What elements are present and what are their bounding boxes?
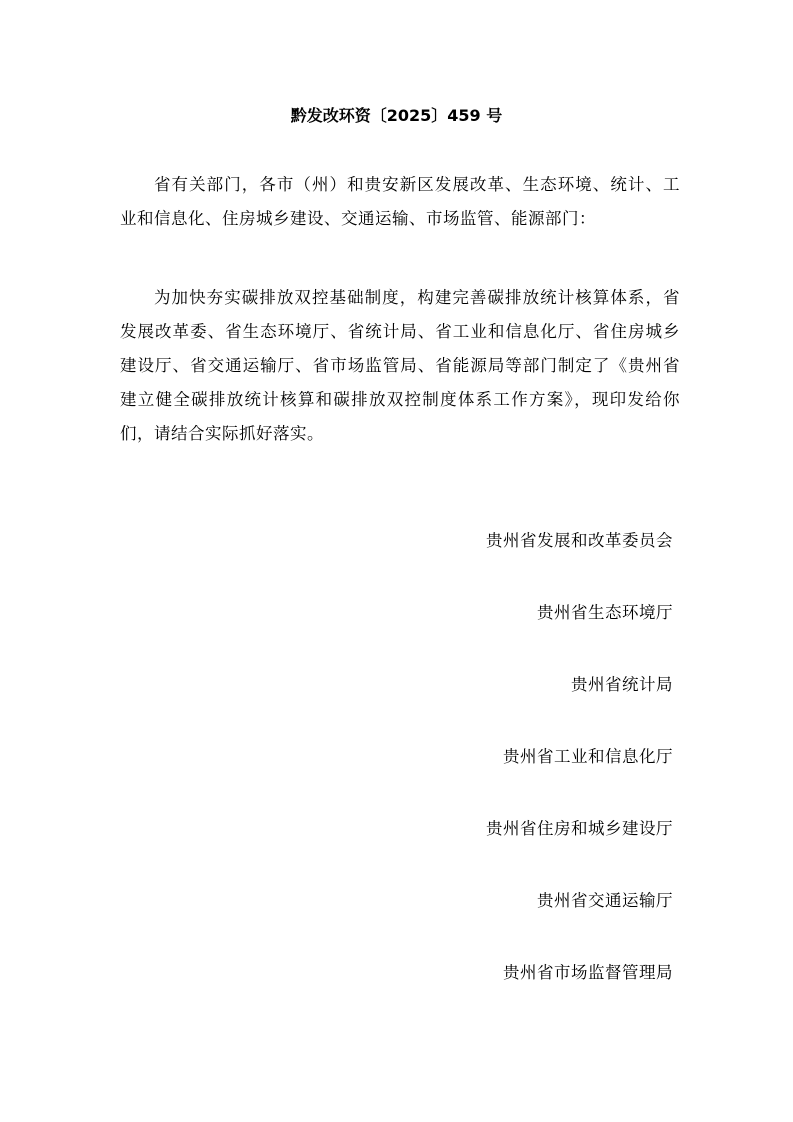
addressee-paragraph: 省有关部门，各市（州）和贵安新区发展改革、生态环境、统计、工业和信息化、住房城乡建设、交通运输、市场监管、能源部门： [120, 175, 680, 228]
signatory-name: 贵州省统计局 [571, 675, 673, 694]
signatory-name: 贵州省工业和信息化厅 [503, 747, 673, 766]
signatory-list [273, 524, 673, 1028]
signatory-name: 贵州省发展和改革委员会 [486, 531, 673, 550]
signatory-name: 贵州省住房和城乡建设厅 [486, 819, 673, 838]
signatory-name: 贵州省市场监督管理局 [503, 963, 673, 982]
signatory-name: 贵州省交通运输厅 [537, 891, 673, 910]
document-number: 黔发改环资〔2025〕459 号 [290, 106, 503, 125]
signatory-name: 贵州省生态环境厅 [537, 603, 673, 622]
body-paragraph: 为加快夯实碳排放双控基础制度，构建完善碳排放统计核算体系，省发展改革委、省生态环境厅、省统计局、省工业和信息化厅、省住房城乡建设厅、省交通运输厅、省市场监管局、省能源局等部门制定了《贵州省建立健全碳排放统计核算和碳排放双控制度体系工作方案》，现印发给你们，请结合实际抓好落实。 [120, 288, 680, 443]
